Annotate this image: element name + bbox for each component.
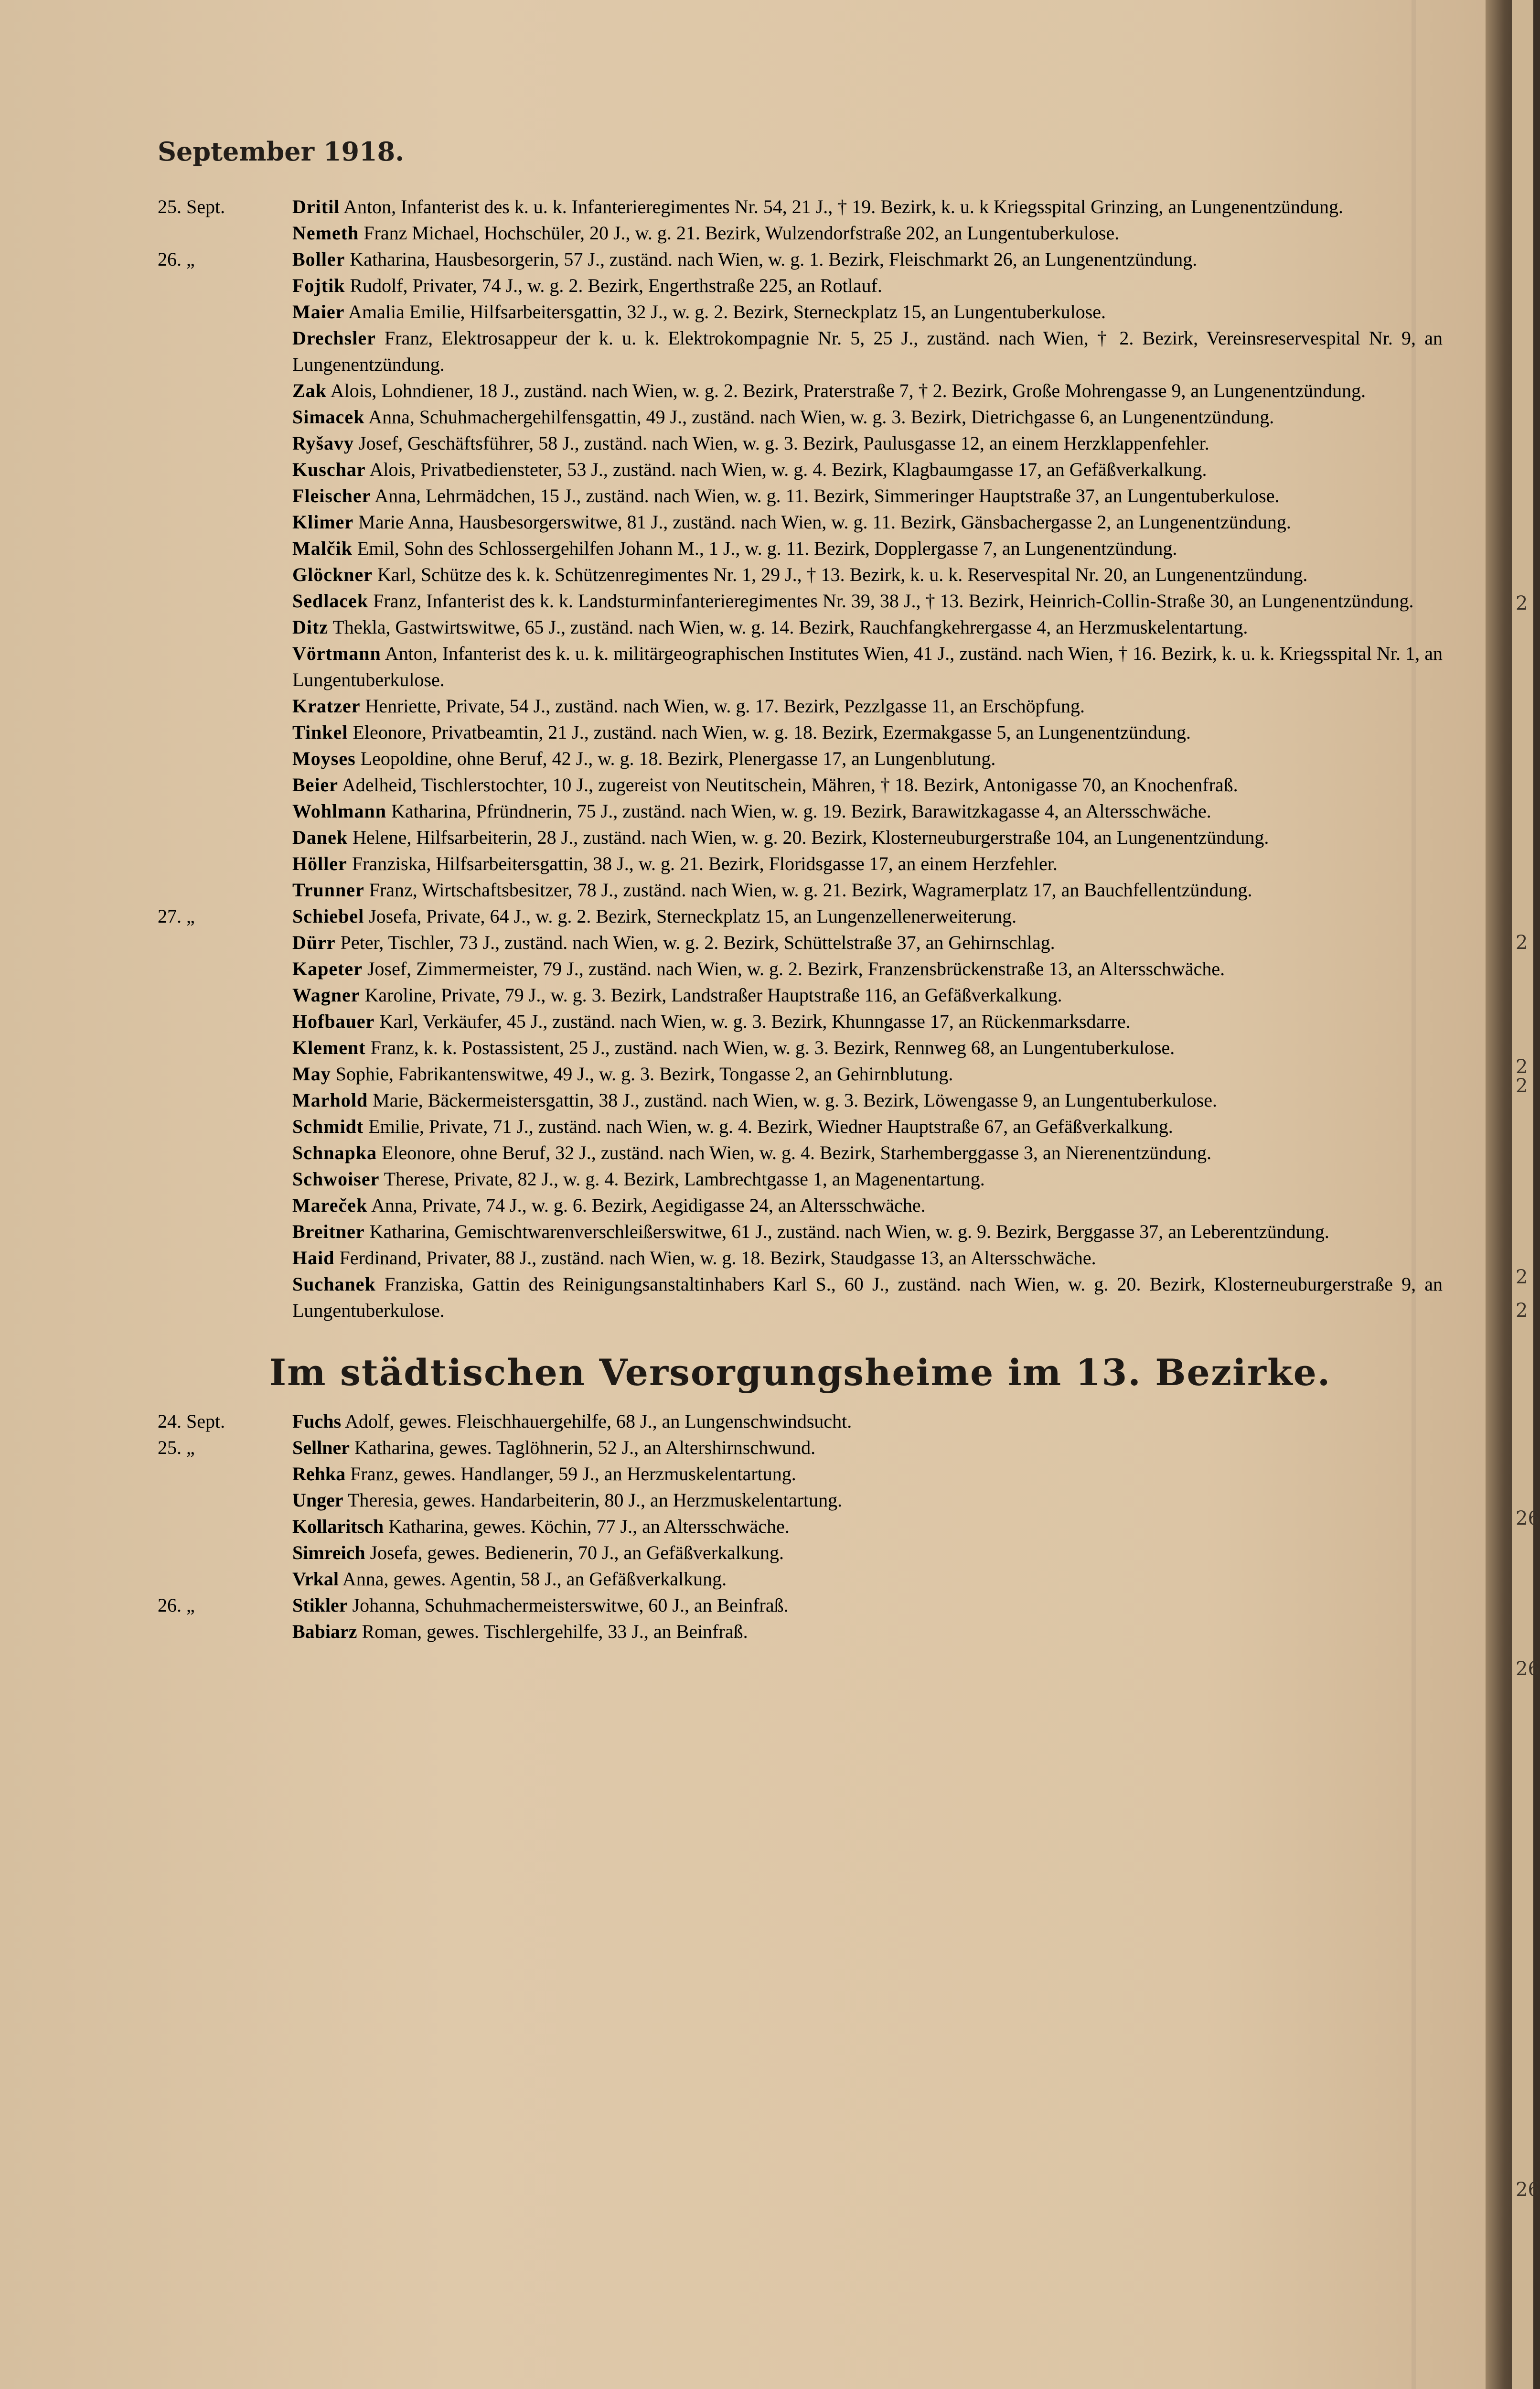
adjacent-page-number: 2	[1516, 1266, 1528, 1288]
death-record-entry	[158, 561, 1443, 588]
death-record-entry	[158, 693, 1443, 719]
entry-details: Josefa, Private, 64 J., w. g. 2. Bezirk, Sterneckplatz 15, an Lungenzellenerweiterung.	[369, 905, 1017, 927]
entry-details: Alois, Privatbediensteter, 53 J., zuständ. nach Wien, w. g. 4. Bezirk, Klagbaumgasse 17, an Gefäßverkalkung.	[369, 459, 1207, 480]
adjacent-page-number: 26	[1516, 1507, 1540, 1529]
adjacent-page-number: 26	[1516, 2179, 1540, 2201]
entry-surname: Maier	[292, 301, 345, 323]
death-record-entry	[158, 1271, 1443, 1324]
death-record-entry	[158, 1061, 1443, 1087]
death-record-entry	[158, 929, 1443, 956]
entry-details: Katharina, Hausbesorgerin, 57 J., zuständ. nach Wien, w. g. 1. Bezirk, Fleischmarkt 26, an Lungenentzündung.	[350, 248, 1198, 270]
death-record-entry	[158, 1113, 1443, 1140]
entry-details: Johanna, Schuhmachermeisterswitwe, 60 J., an Beinfraß.	[352, 1594, 789, 1616]
entry-surname: Schnapka	[292, 1142, 377, 1163]
death-record-entry	[158, 1087, 1443, 1113]
entry-date: 26. „	[158, 248, 195, 270]
entry-details: Adolf, gewes. Fleischhauergehilfe, 68 J., an Lungenschwindsucht.	[345, 1410, 852, 1432]
entry-surname: Sedlacek	[292, 590, 369, 612]
entry-details: Anton, Infanterist des k. u. k. Infanterieregimentes Nr. 54, 21 J., † 19. Bezirk, k. u. k Kriegsspital Grinzing, an Lungenentzündung.	[343, 196, 1343, 217]
entry-details: Franz, Wirtschaftsbesitzer, 78 J., zuständ. nach Wien, w. g. 21. Bezirk, Wagramerplatz 17, an Bauchfellentzündung.	[369, 879, 1252, 901]
death-record-entry	[158, 903, 1443, 929]
entry-details: Emil, Sohn des Schlossergehilfen Johann M., 1 J., w. g. 11. Bezirk, Dopplergasse 7, an Lungenentzündung.	[357, 538, 1177, 559]
death-record-entry	[158, 877, 1443, 903]
entry-details: Anna, gewes. Agentin, 58 J., an Gefäßverkalkung.	[342, 1568, 727, 1590]
entry-surname: Wagner	[292, 984, 360, 1006]
entry-surname: Kollaritsch	[292, 1516, 384, 1537]
entry-surname: Boller	[292, 248, 345, 270]
entry-details: Alois, Lohndiener, 18 J., zuständ. nach Wien, w. g. 2. Bezirk, Praterstraße 7, † 2. Bezirk, Große Mohrengasse 9, an Lungenentzündung.	[330, 380, 1366, 401]
death-record-entry	[158, 772, 1443, 798]
death-record-entry	[158, 535, 1443, 561]
entry-details: Henriette, Private, 54 J., zuständ. nach Wien, w. g. 17. Bezirk, Pezzlgasse 11, an Erschöpfung.	[365, 695, 1085, 717]
entry-details: Franziska, Hilfsarbeitersgattin, 38 J., w. g. 21. Bezirk, Floridsgasse 17, an einem Herzfehler.	[352, 853, 1058, 874]
entry-details: Therese, Private, 82 J., w. g. 4. Bezirk, Lambrechtgasse 1, an Magenentartung.	[384, 1168, 985, 1190]
entry-details: Katharina, Pfründnerin, 75 J., zuständ. nach Wien, w. g. 19. Bezirk, Barawitzkagasse 4, an Altersschwäche.	[391, 800, 1211, 822]
entry-details: Eleonore, Privatbeamtin, 21 J., zuständ. nach Wien, w. g. 18. Bezirk, Ezermakgasse 5, an Lungenentzündung.	[353, 721, 1191, 743]
death-record-entry	[158, 1166, 1443, 1192]
death-record-entry	[158, 1539, 1443, 1566]
entry-details: Karl, Schütze des k. k. Schützenregimentes Nr. 1, 29 J., † 13. Bezirk, k. u. k. Reservespital Nr. 20, an Lungenentzündung.	[377, 564, 1308, 585]
entry-details: Katharina, Gemischtwarenverschleißerswitwe, 61 J., zuständ. nach Wien, w. g. 9. Bezirk, Berggasse 37, an Leberentzündung.	[369, 1221, 1329, 1242]
entries-list	[158, 194, 1443, 1645]
entry-details: Marie Anna, Hausbesorgerswitwe, 81 J., zuständ. nach Wien, w. g. 11. Bezirk, Gänsbachergasse 2, an Lungenentzündung.	[358, 511, 1291, 533]
death-record-entry	[158, 456, 1443, 483]
entry-surname: Schmidt	[292, 1116, 364, 1137]
death-record-entry	[158, 1218, 1443, 1245]
entry-surname: Fojtik	[292, 275, 345, 296]
entry-surname: Kapeter	[292, 958, 363, 979]
entry-surname: Vörtmann	[292, 643, 381, 664]
entry-date: 26. „	[158, 1594, 195, 1616]
death-record-entry	[158, 719, 1443, 745]
entry-details: Katharina, gewes. Taglöhnerin, 52 J., an Altershirnschwund.	[354, 1437, 816, 1458]
entry-details: Franz, Infanterist des k. k. Landsturminfanterieregimentes Nr. 39, 38 J., † 13. Bezirk, Heinrich-Collin-Straße 30, an Lungenentzündung.	[373, 590, 1414, 612]
entry-details: Peter, Tischler, 73 J., zuständ. nach Wien, w. g. 2. Bezirk, Schüttelstraße 37, an Gehirnschlag.	[340, 932, 1055, 953]
death-record-entry	[158, 798, 1443, 824]
entry-surname: Danek	[292, 827, 348, 848]
entry-surname: Drechsler	[292, 327, 376, 349]
death-record-entry	[158, 614, 1443, 640]
death-record-entry	[158, 956, 1443, 982]
entry-details: Josefa, gewes. Bedienerin, 70 J., an Gefäßverkalkung.	[370, 1542, 784, 1563]
death-record-entry	[158, 1192, 1443, 1218]
death-record-entry	[158, 509, 1443, 535]
adjacent-page-number: 2	[1516, 1056, 1528, 1078]
entry-details: Katharina, gewes. Köchin, 77 J., an Altersschwäche.	[388, 1516, 790, 1537]
entry-details: Karoline, Private, 79 J., w. g. 3. Bezirk, Landstraßer Hauptstraße 116, an Gefäßverkalkung.	[364, 984, 1062, 1006]
entry-details: Anna, Schuhmachergehilfensgattin, 49 J., zuständ. nach Wien, w. g. 3. Bezirk, Dietrichgasse 6, an Lungenentzündung.	[368, 406, 1274, 428]
entry-details: Amalia Emilie, Hilfsarbeitersgattin, 32 J., w. g. 2. Bezirk, Sterneckplatz 15, an Lungentuberkulose.	[348, 301, 1106, 323]
entry-surname: Schiebel	[292, 905, 364, 927]
entry-surname: Marhold	[292, 1089, 368, 1111]
entry-details: Roman, gewes. Tischlergehilfe, 33 J., an Beinfraß.	[362, 1621, 748, 1642]
death-record-entry	[158, 982, 1443, 1008]
entry-details: Emilie, Private, 71 J., zuständ. nach Wien, w. g. 4. Bezirk, Wiedner Hauptstraße 67, an Gefäßverkalkung.	[368, 1116, 1173, 1137]
entry-surname: Kuschar	[292, 459, 366, 480]
death-record-entry	[158, 377, 1443, 404]
entry-surname: Glöckner	[292, 564, 373, 585]
entry-details: Josef, Geschäftsführer, 58 J., zuständ. nach Wien, w. g. 3. Bezirk, Paulusgasse 12, an einem Herzklappenfehler.	[359, 432, 1209, 454]
death-record-entry	[158, 1140, 1443, 1166]
adjacent-page-number: 2	[1516, 1075, 1528, 1097]
death-record-entry	[158, 850, 1443, 877]
entry-details: Helene, Hilfsarbeiterin, 28 J., zuständ. nach Wien, w. g. 20. Bezirk, Klosterneuburgerstraße 104, an Lungenentzündung.	[353, 827, 1269, 848]
entry-surname: Schwoiser	[292, 1168, 380, 1190]
death-record-entry	[158, 1408, 1443, 1434]
entry-surname: Ditz	[292, 616, 329, 638]
entry-surname: Haid	[292, 1247, 335, 1269]
entry-surname: Kratzer	[292, 695, 361, 717]
entry-details: Josef, Zimmermeister, 79 J., zuständ. nach Wien, w. g. 2. Bezirk, Franzensbrückenstraße 13, an Altersschwäche.	[367, 958, 1225, 979]
death-record-entry	[158, 220, 1443, 246]
adjacent-page-number: 2	[1516, 592, 1528, 614]
entry-surname: Wohlmann	[292, 800, 386, 822]
entry-surname: Rehka	[292, 1463, 346, 1485]
death-record-entry	[158, 194, 1443, 220]
entry-surname: Simacek	[292, 406, 365, 428]
death-record-entry	[158, 824, 1443, 850]
death-record-entry	[158, 299, 1443, 325]
entry-details: Ferdinand, Privater, 88 J., zuständ. nach Wien, w. g. 18. Bezirk, Staudgasse 13, an Altersschwäche.	[339, 1247, 1096, 1269]
entry-surname: Suchanek	[292, 1273, 376, 1295]
death-record-entry	[158, 1245, 1443, 1271]
entry-details: Theresia, gewes. Handarbeiterin, 80 J., an Herzmuskelentartung.	[347, 1489, 843, 1511]
entry-surname: Klimer	[292, 511, 354, 533]
entry-details: Rudolf, Privater, 74 J., w. g. 2. Bezirk, Engerthstraße 225, an Rotlauf.	[350, 275, 882, 296]
entry-details: Anton, Infanterist des k. u. k. militärgeographischen Institutes Wien, 41 J., zuständ. nach Wien, † 16. Bezirk, k. u. k. Kriegsspital Nr. 1, an Lungentuberkulose.	[292, 643, 1443, 690]
entry-details: Adelheid, Tischlerstochter, 10 J., zugereist von Neutitschein, Mähren, † 18. Bezirk, Antonigasse 70, an Knochenfraß.	[342, 774, 1238, 796]
entry-surname: Zak	[292, 380, 327, 401]
entry-surname: Simreich	[292, 1542, 365, 1563]
death-record-entry	[158, 325, 1443, 377]
entry-surname: Trunner	[292, 879, 364, 901]
death-record-entry	[158, 1487, 1443, 1513]
entry-surname: Stikler	[292, 1594, 348, 1616]
entry-date: 25. Sept.	[158, 196, 225, 217]
entry-surname: Moyses	[292, 748, 356, 769]
death-record-entry	[158, 1592, 1443, 1618]
page-header-date: September 1918.	[158, 136, 405, 167]
entry-details: Thekla, Gastwirtswitwe, 65 J., zuständ. nach Wien, w. g. 14. Bezirk, Rauchfangkehrergasse 4, an Herzmuskelentartung.	[332, 616, 1248, 638]
entry-surname: Babiarz	[292, 1621, 357, 1642]
entry-details: Franz, k. k. Postassistent, 25 J., zuständ. nach Wien, w. g. 3. Bezirk, Rennweg 68, an Lungentuberkulose.	[370, 1037, 1175, 1058]
entry-surname: Nemeth	[292, 222, 359, 244]
entry-details: Anna, Private, 74 J., w. g. 6. Bezirk, Aegidigasse 24, an Altersschwäche.	[371, 1194, 926, 1216]
entry-surname: May	[292, 1063, 331, 1085]
entry-surname: Höller	[292, 853, 347, 874]
death-record-entry	[158, 1434, 1443, 1461]
section-heading: Im städtischen Versorgungsheime im 13. Bezirke.	[269, 1351, 1331, 1394]
entry-surname: Fuchs	[292, 1410, 342, 1432]
entry-surname: Beier	[292, 774, 339, 796]
death-record-entry	[158, 246, 1443, 272]
entry-details: Franziska, Gattin des Reinigungsanstaltinhabers Karl S., 60 J., zuständ. nach Wien, w. g. 20. Bezirk, Klosterneuburgerstraße 9, an Lungentuberkulose.	[292, 1273, 1443, 1321]
adjacent-page-number: 26	[1516, 1658, 1540, 1680]
entry-date: 25. „	[158, 1437, 195, 1458]
death-record-entry	[158, 430, 1443, 456]
entry-surname: Ryšavy	[292, 432, 354, 454]
death-record-entry	[158, 1008, 1443, 1034]
entry-surname: Fleischer	[292, 485, 371, 506]
death-record-entry	[158, 745, 1443, 772]
entry-details: Eleonore, ohne Beruf, 32 J., zuständ. nach Wien, w. g. 4. Bezirk, Starhemberggasse 3, an Nierenentzündung.	[381, 1142, 1212, 1163]
death-record-entry	[158, 1513, 1443, 1539]
entry-surname: Unger	[292, 1489, 343, 1511]
death-record-entry	[158, 272, 1443, 299]
entry-details: Leopoldine, ohne Beruf, 42 J., w. g. 18. Bezirk, Plenergasse 17, an Lungenblutung.	[360, 748, 996, 769]
entry-surname: Breitner	[292, 1221, 365, 1242]
entry-details: Anna, Lehrmädchen, 15 J., zuständ. nach Wien, w. g. 11. Bezirk, Simmeringer Hauptstraße 37, an Lungentuberkulose.	[374, 485, 1280, 506]
entry-details: Sophie, Fabrikantenswitwe, 49 J., w. g. 3. Bezirk, Tongasse 2, an Gehirnblutung.	[335, 1063, 953, 1085]
death-record-entry	[158, 483, 1443, 509]
entry-surname: Sellner	[292, 1437, 350, 1458]
entry-details: Franz Michael, Hochschüler, 20 J., w. g. 21. Bezirk, Wulzendorfstraße 202, an Lungentuberkulose.	[364, 222, 1120, 244]
entry-details: Marie, Bäckermeistersgattin, 38 J., zuständ. nach Wien, w. g. 3. Bezirk, Löwengasse 9, an Lungentuberkulose.	[373, 1089, 1218, 1111]
adjacent-page-number: 2	[1516, 932, 1528, 954]
entry-details: Franz, Elektrosappeur der k. u. k. Elektrokompagnie Nr. 5, 25 J., zuständ. nach Wien, † 2. Bezirk, Vereinsreservespital Nr. 9, an Lungenentzündung.	[292, 327, 1443, 375]
entry-surname: Malčik	[292, 538, 353, 559]
entry-details: Karl, Verkäufer, 45 J., zuständ. nach Wien, w. g. 3. Bezirk, Khunngasse 17, an Rückenmarksdarre.	[379, 1011, 1131, 1032]
death-record-entry	[158, 1034, 1443, 1061]
entry-surname: Vrkal	[292, 1568, 339, 1590]
entry-surname: Klement	[292, 1037, 366, 1058]
entry-surname: Hofbauer	[292, 1011, 375, 1032]
death-record-entry	[158, 404, 1443, 430]
death-record-entry	[158, 1618, 1443, 1645]
entry-details: Franz, gewes. Handlanger, 59 J., an Herzmuskelentartung.	[350, 1463, 796, 1485]
death-record-entry	[158, 640, 1443, 693]
entry-date: 24. Sept.	[158, 1410, 225, 1432]
adjacent-page-number: 2	[1516, 1300, 1528, 1322]
entry-surname: Dürr	[292, 932, 336, 953]
death-record-entry	[158, 1461, 1443, 1487]
death-record-entry	[158, 588, 1443, 614]
death-record-entry	[158, 1566, 1443, 1592]
adjacent-page-edge	[1512, 0, 1540, 2389]
entry-surname: Mareček	[292, 1194, 368, 1216]
entry-surname: Tinkel	[292, 721, 348, 743]
entry-surname: Dritil	[292, 196, 340, 217]
entry-date: 27. „	[158, 905, 195, 927]
